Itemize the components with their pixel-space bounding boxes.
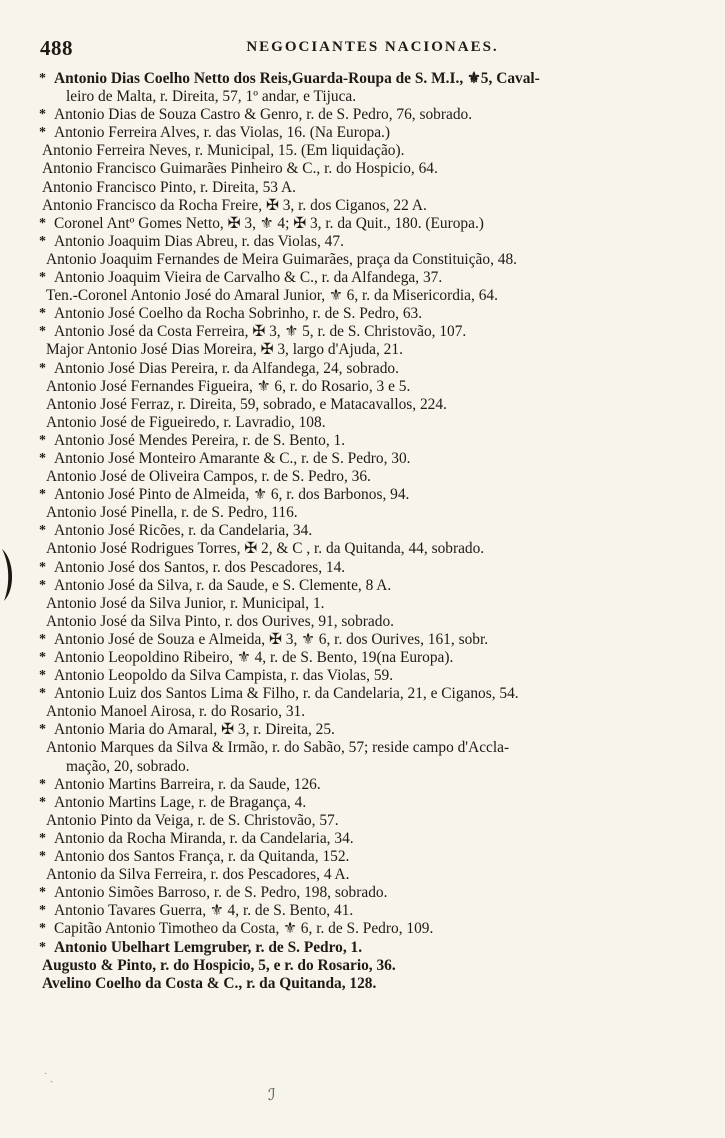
asterisk-marker: * [39, 71, 46, 86]
directory-entry [39, 938, 682, 957]
directory-entry [39, 667, 682, 685]
asterisk-marker: * [39, 903, 46, 919]
entry-text: Antonio Luiz dos Santos Lima & Filho, r. da Candelaria, 21, e Ciganos, 54. [54, 685, 519, 703]
binding-shadow-decoration [0, 545, 24, 605]
entry-text: Antonio Ferreira Alves, r. das Violas, 16. (Na Europa.) [54, 124, 391, 142]
directory-entry [39, 649, 682, 667]
entry-text: Antonio Maria do Amaral, ✠ 3, r. Direita, 25. [54, 721, 335, 739]
footer-signature-mark: ℐ [268, 1087, 276, 1104]
directory-entry [39, 793, 682, 812]
entry-text: Capitão Antonio Timotheo da Costa, ⚜ 6, r. de S. Pedro, 109. [54, 920, 434, 938]
directory-entry [39, 558, 682, 577]
entry-text: Antonio Leopoldino Ribeiro, ⚜ 4, r. de S. Bento, 19(na Europa). [54, 649, 454, 666]
directory-entry [39, 848, 682, 866]
asterisk-marker: * [39, 686, 46, 702]
asterisk-marker: * [39, 921, 46, 937]
directory-entry [42, 378, 682, 396]
directory-entry [42, 975, 682, 993]
asterisk-marker: * [39, 794, 46, 810]
asterisk-marker: * [39, 668, 46, 684]
directory-entry [39, 829, 682, 848]
entry-text: Antonio Dias Coelho Netto dos Reis,Guarda-Roupa de S. M.I., ⚜5, Caval- [54, 70, 540, 87]
entry-text: Coronel Antº Gomes Netto, ✠ 3, ⚜ 4; ✠ 3, r. da Quit., 180. (Europa.) [54, 214, 484, 232]
directory-entry [39, 486, 682, 504]
directory-entry [42, 160, 682, 178]
directory-entry [42, 251, 682, 269]
directory-entry [42, 595, 682, 613]
asterisk-marker: * [39, 830, 46, 846]
entry-text: Antonio Martins Barreira, r. da Saude, 126. [54, 775, 321, 793]
entry-text: Major Antonio José Dias Moreira, ✠ 3, largo d'Ajuda, 21. [46, 341, 403, 359]
asterisk-marker: * [39, 577, 46, 593]
directory-entry [39, 902, 682, 920]
directory-entry [39, 721, 682, 739]
directory-entry [39, 576, 682, 595]
asterisk-marker: * [39, 233, 46, 249]
entry-text: Antonio da Silva Ferreira, r. dos Pescadores, 4 A. [46, 866, 350, 884]
entry-text: Antonio Simões Barroso, r. de S. Pedro, 198, sobrado. [54, 884, 388, 902]
asterisk-marker: * [39, 631, 46, 647]
directory-entry [42, 703, 682, 721]
entry-text: Antonio Francisco Pinto, r. Direita, 53 A. [42, 178, 296, 196]
entry-text: Antonio da Rocha Miranda, r. da Candelaria, 34. [54, 829, 354, 847]
running-title: NEGOCIANTES NACIONAES. [246, 39, 499, 55]
directory-entry [39, 630, 682, 649]
asterisk-marker: * [39, 523, 46, 539]
entry-continuation-line [42, 758, 682, 776]
directory-entry [39, 685, 682, 703]
directory-entry [39, 522, 682, 540]
entry-text: Antonio Tavares Guerra, ⚜ 4, r. de S. Bento, 41. [54, 902, 354, 920]
entry-text: mação, 20, sobrado. [66, 757, 190, 775]
directory-entry [39, 323, 682, 341]
entry-text: leiro de Malta, r. Direita, 57, 1º andar, e Tijuca. [66, 88, 357, 106]
directory-entry [39, 232, 682, 251]
entry-text: Antonio Ferreira Neves, r. Municipal, 15. (Em liquidação). [42, 142, 405, 160]
directory-entry [42, 540, 682, 558]
directory-entry [42, 287, 682, 305]
entry-text: Antonio José Rodrigues Torres, ✠ 2, & C , r. da Quitanda, 44, sobrado. [46, 540, 485, 558]
directory-entry [42, 142, 682, 160]
asterisk-marker: * [39, 559, 46, 575]
asterisk-marker: * [39, 776, 46, 792]
entry-text: Antonio Francisco da Rocha Freire, ✠ 3, r. dos Ciganos, 22 A. [42, 196, 427, 214]
asterisk-marker: * [39, 324, 46, 340]
entry-text: Antonio Joaquim Dias Abreu, r. das Violas, 47. [54, 232, 344, 250]
stray-ink-mark: ˙ ˏ [44, 1072, 54, 1083]
directory-entry [42, 179, 682, 197]
directory-entry [39, 214, 682, 233]
directory-entry [39, 124, 682, 142]
entry-text: Ten.-Coronel Antonio José do Amaral Junior, ⚜ 6, r. da Misericordia, 64. [46, 287, 498, 305]
page-header [40, 36, 705, 62]
entry-text: Antonio Dias de Souza Castro & Genro, r. de S. Pedro, 76, sobrado. [54, 106, 473, 124]
entry-text: Antonio dos Santos França, r. da Quitanda, 152. [54, 848, 350, 866]
asterisk-marker: * [39, 722, 46, 738]
entry-text: Antonio José Fernandes Figueira, ⚜ 6, r. do Rosario, 3 e 5. [46, 377, 411, 395]
directory-entry [42, 504, 682, 522]
entry-text: Antonio José de Oliveira Campos, r. de S. Pedro, 36. [46, 468, 371, 486]
asterisk-marker: * [39, 650, 46, 665]
directory-entry [39, 106, 682, 124]
directory-entry [39, 70, 682, 88]
entry-text: Antonio José Dias Pereira, r. da Alfandega, 24, sobrado. [54, 359, 399, 377]
entry-text: Antonio José Mendes Pereira, r. de S. Bento, 1. [54, 431, 346, 449]
directory-entry [42, 341, 682, 359]
entry-text: Antonio Marques da Silva & Irmão, r. do Sabão, 57; reside campo d'Accla- [46, 739, 510, 757]
directory-entry [39, 884, 682, 902]
entry-text: Antonio José Ricões, r. da Candelaria, 34. [54, 522, 313, 540]
entry-text: Antonio José da Costa Ferreira, ✠ 3, ⚜ 5, r. de S. Christovão, 107. [54, 323, 467, 341]
entry-continuation-line [42, 88, 682, 106]
directory-entry [39, 449, 682, 468]
directory-entry [42, 396, 682, 414]
directory-entry [42, 957, 682, 975]
entry-text: Antonio Pinto da Veiga, r. de S. Christovão, 57. [46, 811, 339, 829]
asterisk-marker: * [39, 432, 46, 448]
entry-text: Antonio Leopoldo da Silva Campista, r. das Violas, 59. [54, 667, 394, 685]
page-number: 488 [40, 36, 73, 60]
asterisk-marker: * [39, 125, 46, 141]
entry-text: Antonio Martins Lage, r. de Bragança, 4. [54, 793, 307, 811]
entry-text: Antonio José Monteiro Amarante & C., r. de S. Pedro, 30. [54, 449, 411, 467]
asterisk-marker: * [39, 270, 46, 286]
directory-entry [42, 866, 682, 884]
directory-entry [39, 269, 682, 287]
asterisk-marker: * [39, 215, 46, 231]
directory-entry [39, 775, 682, 794]
directory-entry [42, 414, 682, 432]
directory-entry [39, 359, 682, 378]
directory-entry [42, 739, 682, 757]
entry-text: Antonio José Pinto de Almeida, ⚜ 6, r. dos Barbonos, 94. [54, 486, 410, 504]
entry-text: Augusto & Pinto, r. do Hospicio, 5, e r. do Rosario, 36. [42, 956, 396, 974]
asterisk-marker: * [39, 306, 46, 322]
asterisk-marker: * [39, 885, 46, 901]
entry-list [39, 70, 682, 993]
entry-text: Antonio José Ferraz, r. Direita, 59, sobrado, e Matacavallos, 224. [46, 395, 447, 413]
entry-text: Antonio Joaquim Fernandes de Meira Guimarães, praça da Constituição, 48. [46, 250, 517, 268]
directory-entry [39, 305, 682, 323]
entry-text: Antonio José da Silva Junior, r. Municipal, 1. [46, 594, 325, 612]
asterisk-marker: * [39, 849, 46, 865]
asterisk-marker: * [39, 360, 46, 376]
asterisk-marker: * [39, 450, 46, 466]
asterisk-marker: * [39, 487, 46, 503]
entry-text: Antonio José de Figueiredo, r. Lavradio, 108. [46, 413, 326, 431]
asterisk-marker: * [39, 107, 46, 123]
entry-text: Antonio Manoel Airosa, r. do Rosario, 31. [46, 703, 306, 721]
entry-text: Antonio José Coelho da Rocha Sobrinho, r. de S. Pedro, 63. [54, 305, 423, 323]
directory-entry [42, 613, 682, 631]
entry-text: Antonio José da Silva, r. da Saude, e S. Clemente, 8 A. [54, 576, 392, 594]
directory-entry [39, 920, 682, 938]
directory-entry [39, 431, 682, 450]
entry-text: Antonio José Pinella, r. de S. Pedro, 116. [46, 504, 298, 522]
directory-entry [42, 197, 682, 215]
directory-entry [42, 468, 682, 486]
entry-text: Antonio Ubelhart Lemgruber, r. de S. Pedro, 1. [54, 938, 363, 956]
entry-text: Antonio José da Silva Pinto, r. dos Ourives, 91, sobrado. [46, 612, 394, 630]
entry-text: Antonio José dos Santos, r. dos Pescadores, 14. [54, 558, 346, 576]
directory-entry [42, 812, 682, 830]
asterisk-marker: * [39, 939, 46, 955]
entry-text: Antonio Joaquim Vieira de Carvalho & C., r. da Alfandega, 37. [54, 269, 443, 287]
entry-text: Antonio José de Souza e Almeida, ✠ 3, ⚜ 6, r. dos Ourives, 161, sobr. [54, 630, 489, 648]
entry-text: Antonio Francisco Guimarães Pinheiro & C., r. do Hospicio, 64. [42, 160, 438, 178]
entry-text: Avelino Coelho da Costa & C., r. da Quitanda, 128. [42, 974, 377, 992]
